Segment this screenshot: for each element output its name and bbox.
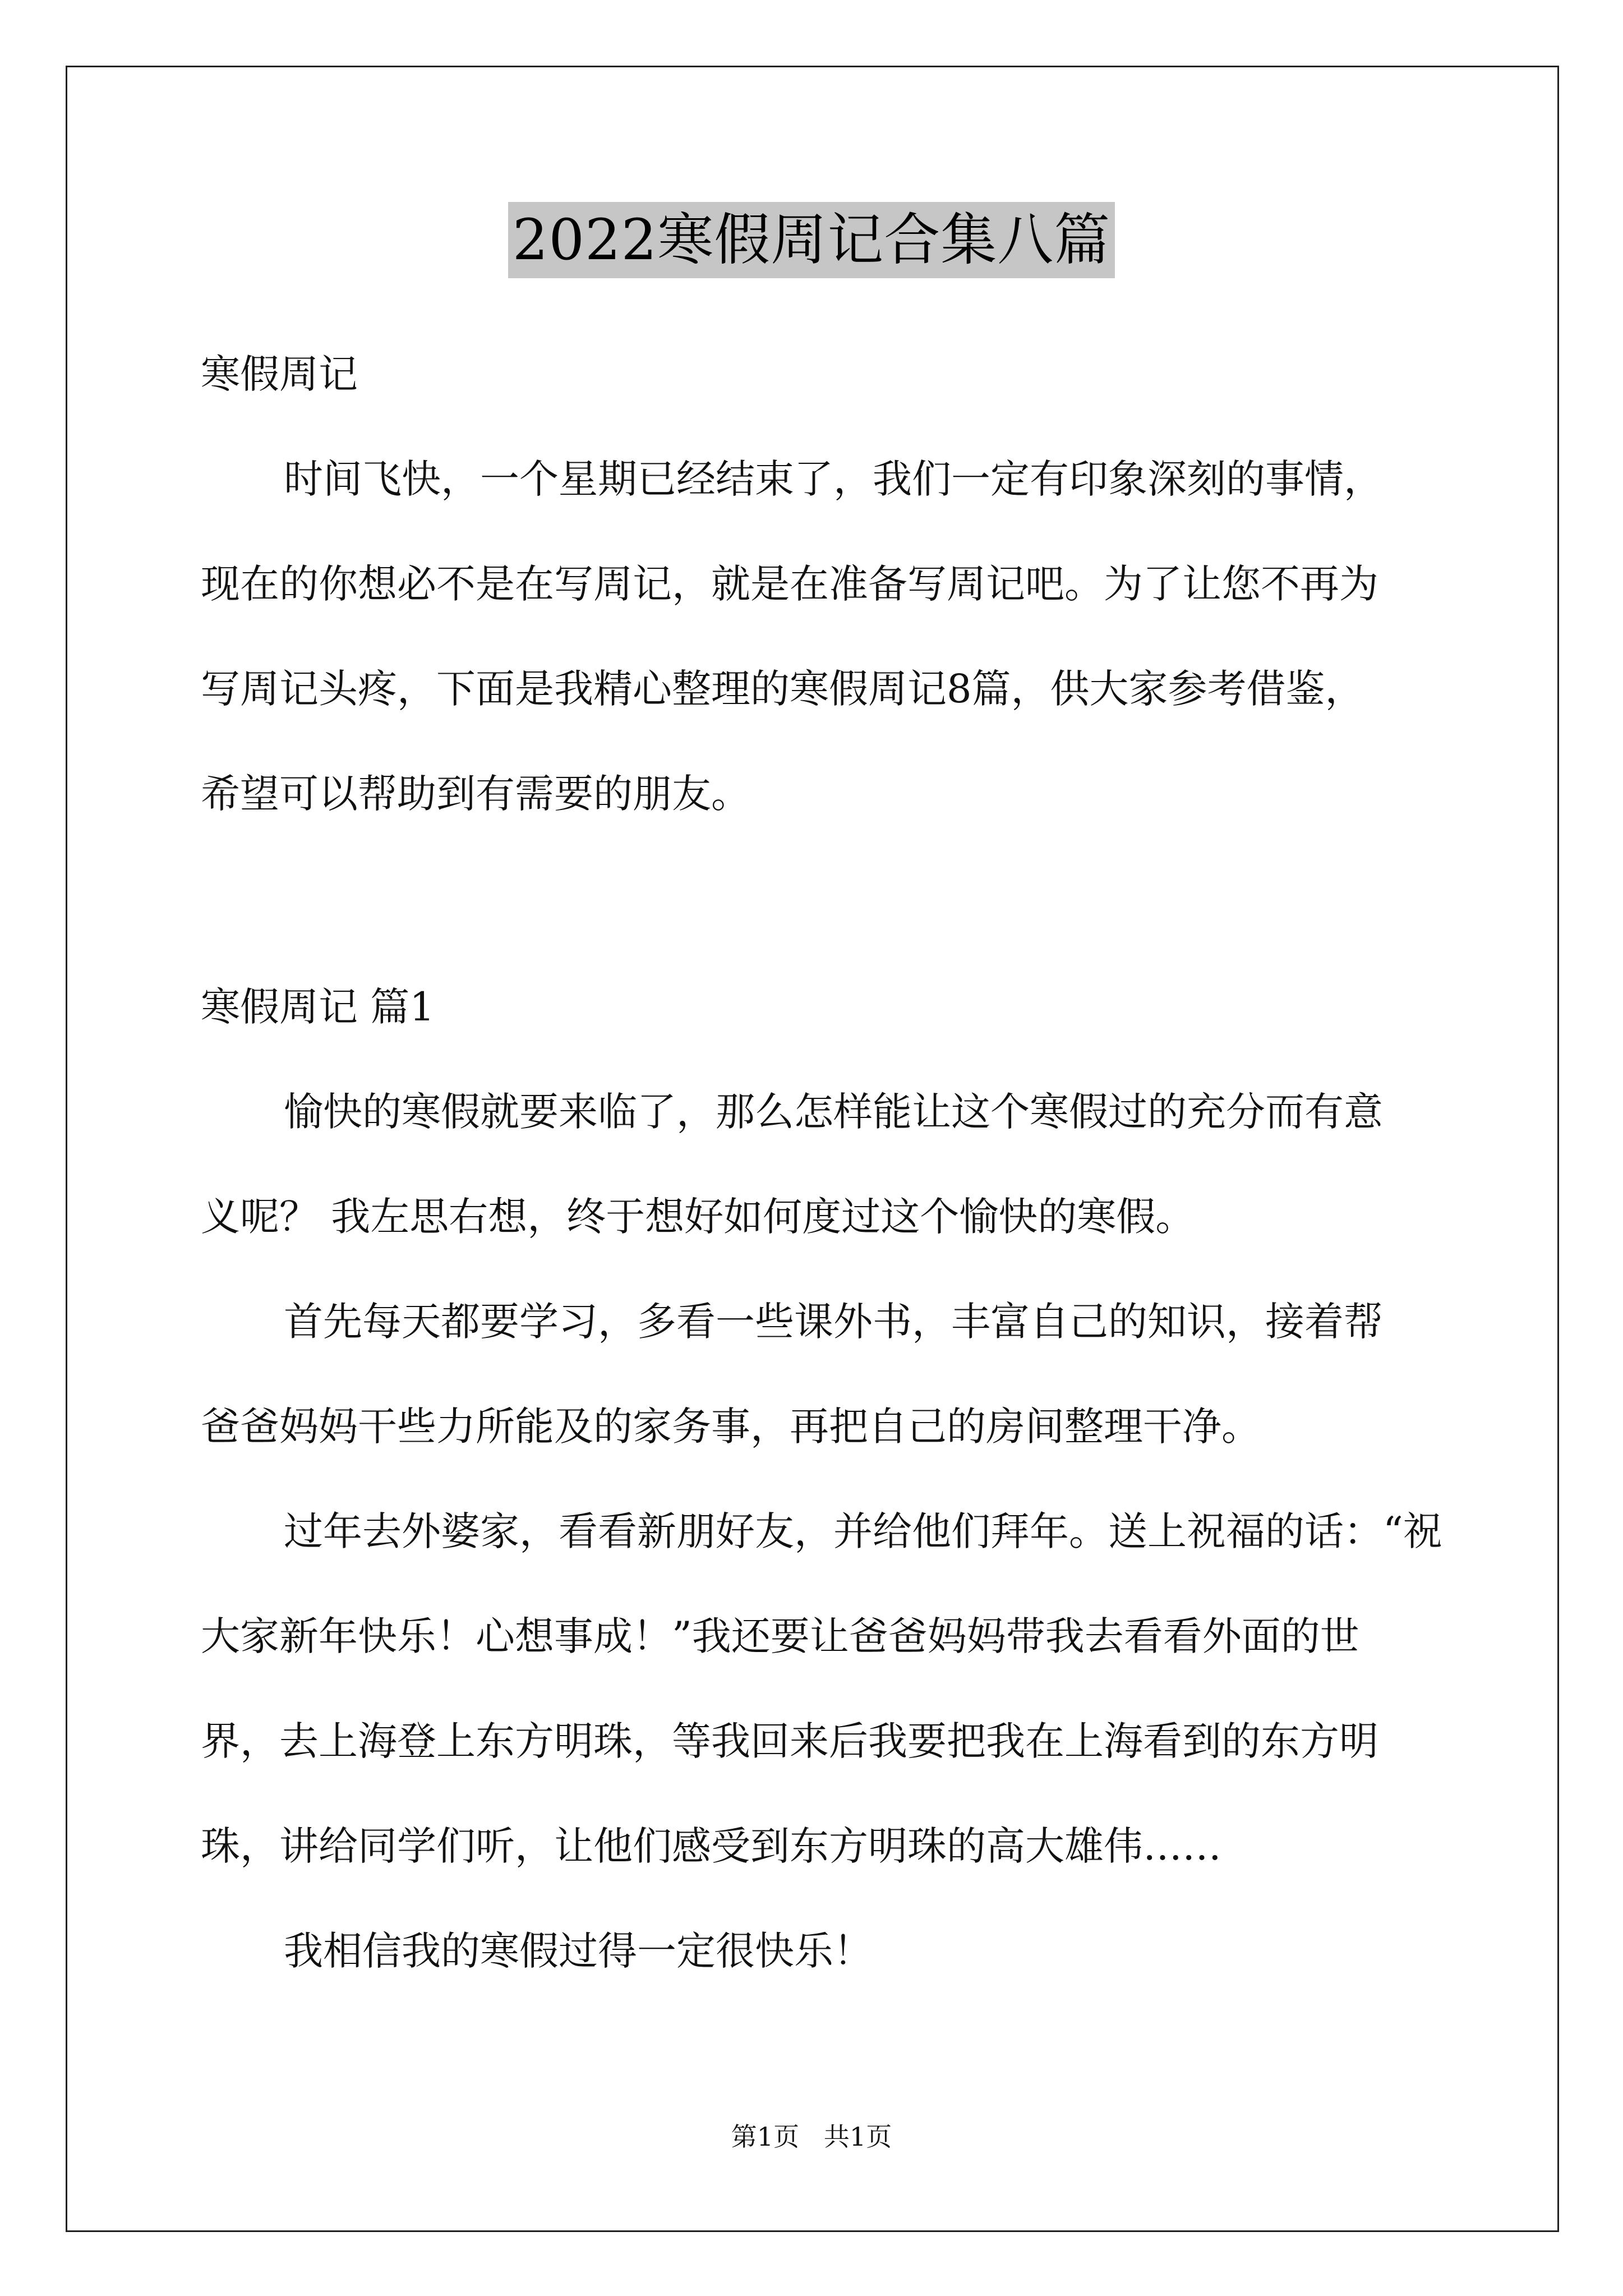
intro-line: 现在的你想必不是在写周记，就是在准备写周记吧。为了让您不再为 <box>201 561 1378 607</box>
paragraph-line: 大家新年快乐！心想事成！”我还要让爸爸妈妈带我去看看外面的世 <box>201 1613 1359 1659</box>
paragraph-line: 愉快的寒假就要来临了，那么怎样能让这个寒假过的充分而有意 <box>284 1089 1383 1135</box>
intro-heading: 寒假周记 <box>201 351 358 397</box>
paragraph-line: 珠，讲给同学们听，让他们感受到东方明珠的高大雄伟…… <box>201 1823 1221 1869</box>
section-paragraph-4 <box>201 1925 1429 1978</box>
intro-line: 时间飞快，一个星期已经结束了，我们一定有印象深刻的事情， <box>284 456 1383 502</box>
document-body <box>201 348 1442 1978</box>
intro-line: 希望可以帮助到有需要的朋友。 <box>201 771 750 817</box>
paragraph-line: 首先每天都要学习，多看一些课外书，丰富自己的知识，接着帮 <box>284 1299 1383 1345</box>
intro-paragraph <box>201 453 1429 821</box>
section-paragraph-3 <box>201 1505 1442 1873</box>
paragraph-line: 爸爸妈妈干些力所能及的家务事，再把自己的房间整理干净。 <box>201 1404 1261 1450</box>
page-footer: 第1页 共1页 <box>731 2122 892 2152</box>
section-paragraph-1 <box>201 1085 1429 1244</box>
document-title: 2022寒假周记合集八篇 <box>508 202 1115 278</box>
intro-line: 写周记头疼，下面是我精心整理的寒假周记8篇，供大家参考借鉴， <box>201 666 1364 712</box>
paragraph-line: 义呢？ 我左思右想，终于想好如何度过这个愉快的寒假。 <box>201 1194 1195 1240</box>
paragraph-line: 界，去上海登上东方明珠，等我回来后我要把我在上海看到的东方明 <box>201 1718 1378 1764</box>
paragraph-line: 过年去外婆家，看看新朋好友，并给他们拜年。送上祝福的话：“祝 <box>284 1508 1442 1554</box>
title-container <box>0 202 1623 278</box>
paragraph-line: 我相信我的寒假过得一定很快乐！ <box>284 1928 873 1974</box>
section-heading: 寒假周记 篇1 <box>201 984 435 1030</box>
section-paragraph-2 <box>201 1295 1429 1453</box>
